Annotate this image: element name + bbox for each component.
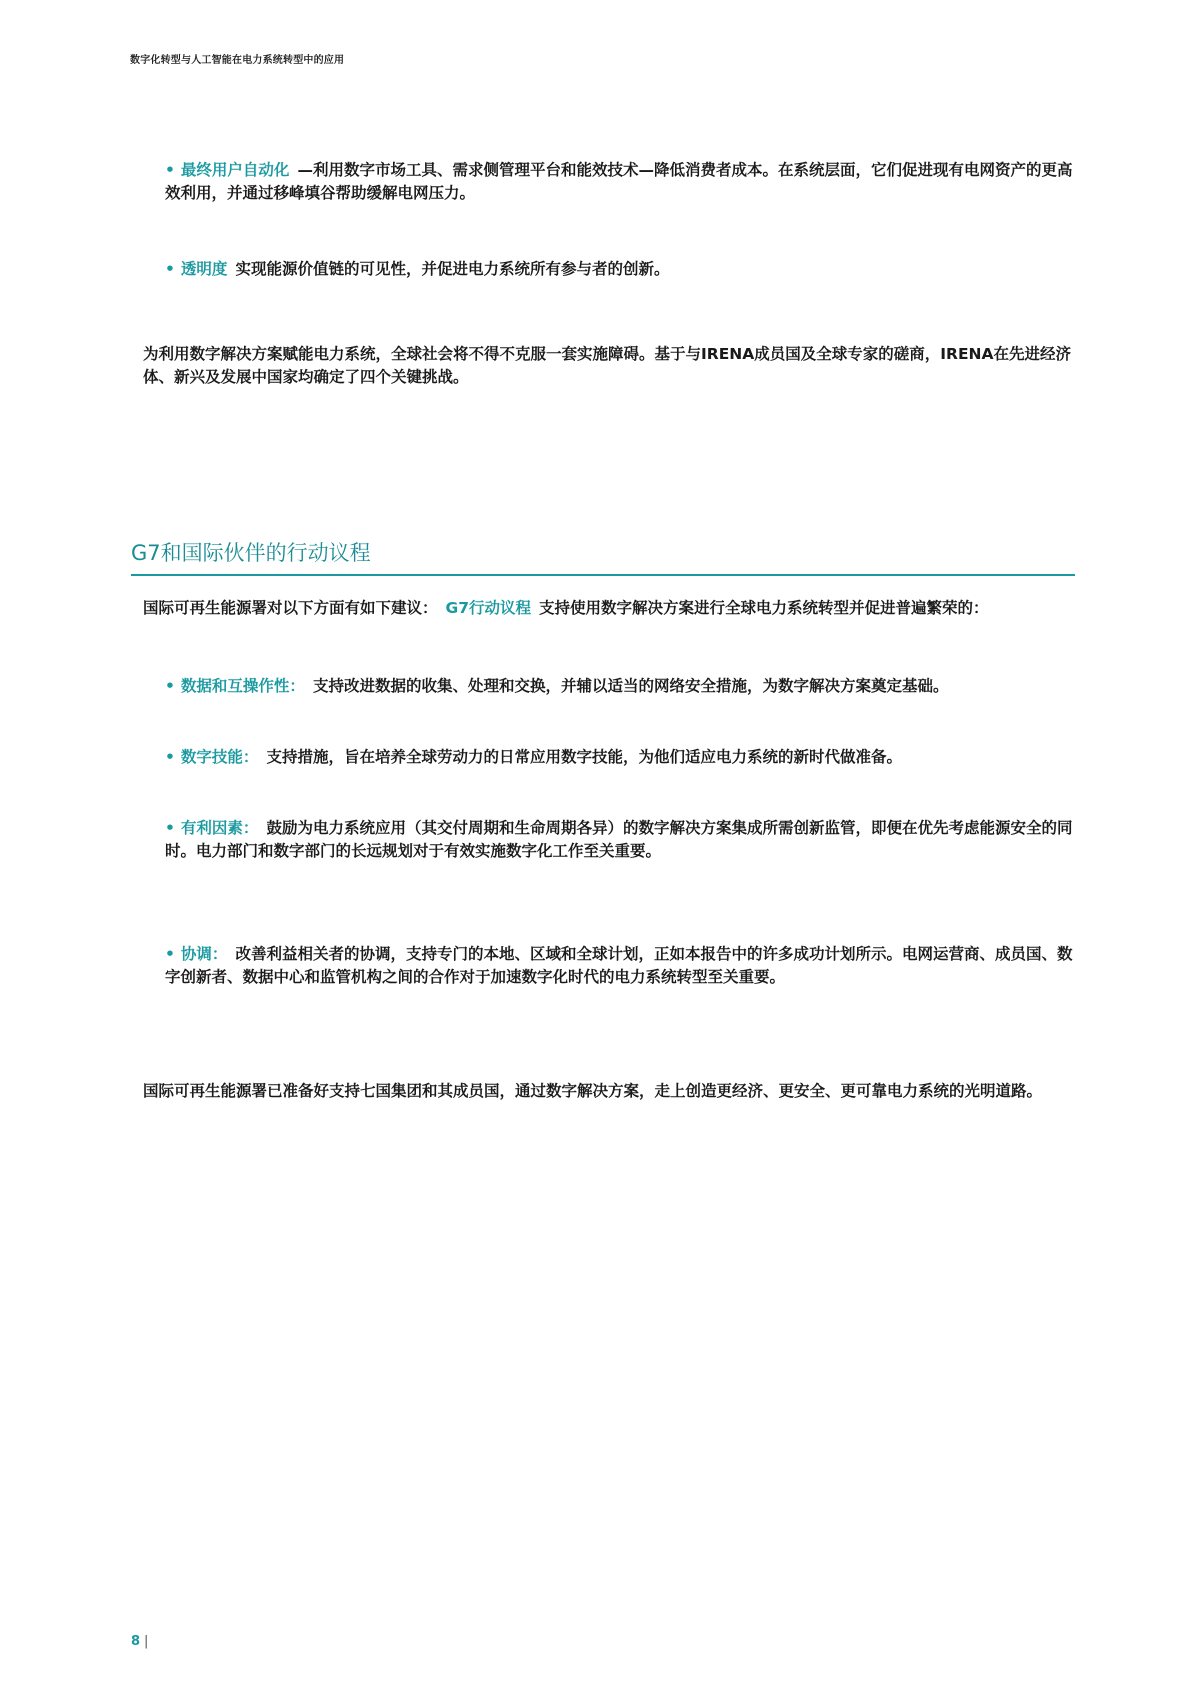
section-lead-paragraph (143, 597, 1073, 620)
bullet-text: 鼓励为电力系统应用（其交付周期和生命周期各异）的数字解决方案集成所需创新监管，即便在优先考虑能源安全的同时。电力部门和数字部门的长远规划对于有效实施数字化工作至关重要。 (165, 819, 1073, 860)
bullet-term: 最终用户自动化 (180, 161, 290, 179)
page-number: 8 (131, 1634, 141, 1649)
bullet-text: 支持改进数据的收集、处理和交换，并辅以适当的网络安全措施，为数字解决方案奠定基础。 (312, 677, 949, 695)
bullet-term: 数据和互操作性： (180, 677, 305, 695)
section-divider (131, 574, 1075, 576)
lead-text-after: 支持使用数字解决方案进行全球电力系统转型并促进普遍繁荣的： (539, 599, 989, 617)
lead-highlight: G7行动议程 (445, 599, 532, 617)
bullet-text: 实现能源价值链的可见性，并促进电力系统所有参与者的创新。 (235, 260, 670, 278)
bullet-text: —利用数字市场工具、需求侧管理平台和能效技术—降低消费者成本。在系统层面，它们促进现有电网资产的更高效利用，并通过移峰填谷帮助缓解电网压力。 (165, 161, 1073, 202)
bullet-term: 透明度 (180, 260, 228, 278)
bullet-term: 协调： (180, 945, 228, 963)
bullet-dot: • (165, 161, 175, 179)
lead-text-before: 国际可再生能源署对以下方面有如下建议： (143, 599, 438, 617)
footer-separator: | (144, 1634, 149, 1649)
bullet-text: 改善利益相关者的协调，支持专门的本地、区域和全球计划，正如本报告中的许多成功计划所示。电网运营商、成员国、数字创新者、数据中心和监管机构之间的合作对于加速数字化时代的电力系统转型至关重要。 (165, 945, 1073, 986)
bullet-text: 支持措施，旨在培养全球劳动力的日常应用数字技能，为他们适应电力系统的新时代做准备。 (266, 748, 902, 766)
bullet-data-interoperability (165, 675, 1073, 698)
page-footer (131, 1634, 148, 1649)
bullet-digital-skills (165, 746, 1073, 769)
bullet-dot: • (165, 748, 175, 766)
bullet-term: 有利因素： (180, 819, 259, 837)
bullet-coordination (165, 943, 1073, 989)
bullet-end-user-automation (165, 159, 1073, 205)
running-header: 数字化转型与人工智能在电力系统转型中的应用 (130, 55, 345, 66)
bullet-enablers (165, 817, 1073, 863)
bullet-dot: • (165, 260, 175, 278)
bullet-dot: • (165, 677, 175, 695)
bullet-transparency (165, 258, 1073, 281)
bullet-term: 数字技能： (180, 748, 259, 766)
section-title: G7和国际伙伴的行动议程 (131, 541, 371, 565)
intro-paragraph: 为利用数字解决方案赋能电力系统，全球社会将不得不克服一套实施障碍。基于与IRENA成员国及全球专家的磋商，IRENA在先进经济体、新兴及发展中国家均确定了四个关键挑战。 (143, 345, 1072, 386)
closing-paragraph: 国际可再生能源署已准备好支持七国集团和其成员国，通过数字解决方案，走上创造更经济、更安全、更可靠电力系统的光明道路。 (143, 1082, 1043, 1100)
bullet-dot: • (165, 819, 175, 837)
bullet-dot: • (165, 945, 175, 963)
